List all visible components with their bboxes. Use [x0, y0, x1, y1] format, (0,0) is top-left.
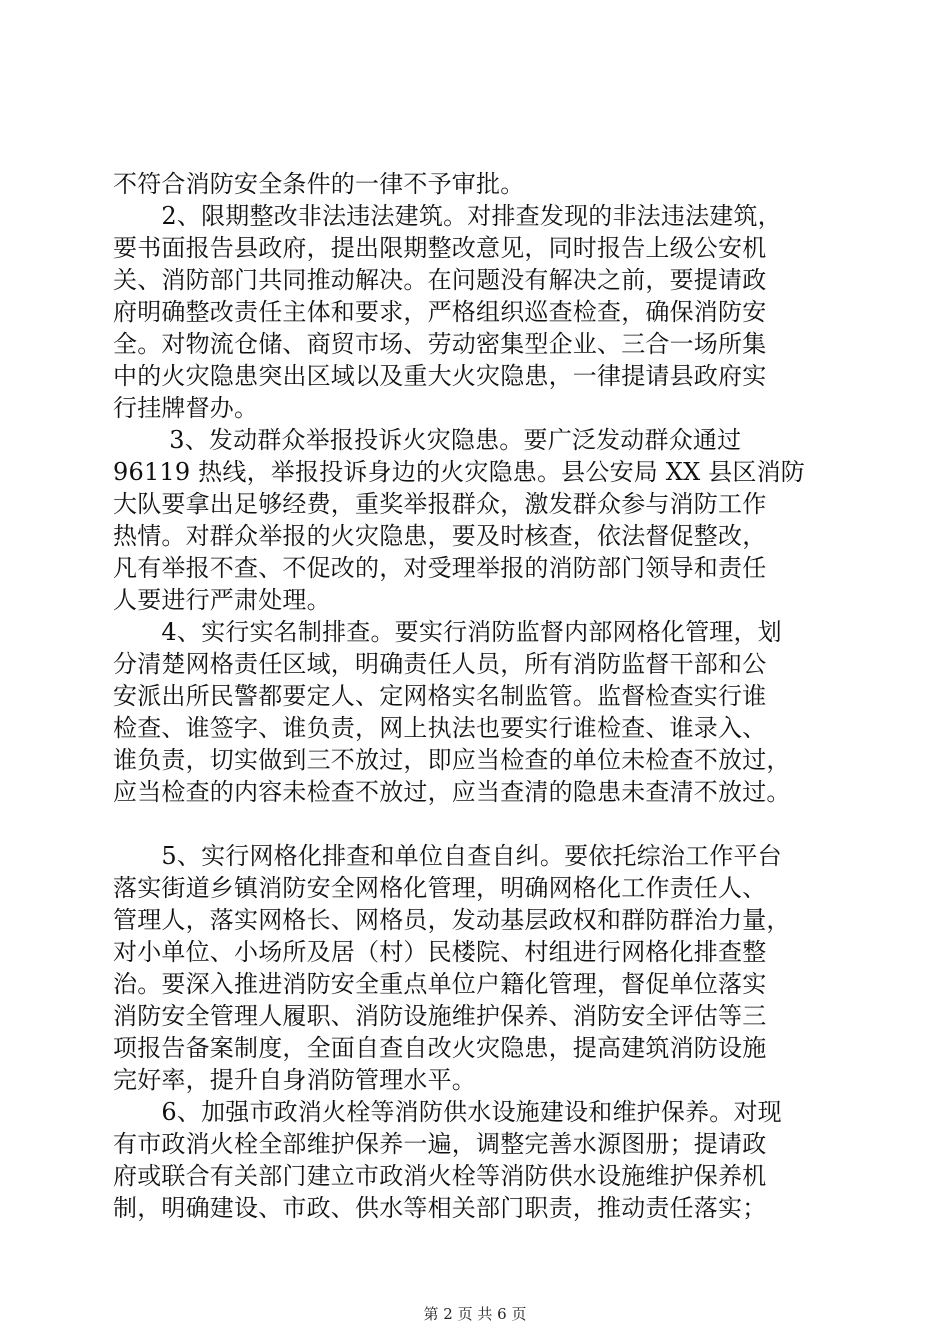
text-line: 不符合消防安全条件的一律不予审批。 — [113, 170, 525, 198]
text-line: 对小单位、小场所及居（村）民楼院、村组进行网格化排查整 — [113, 938, 767, 966]
text-line: 5、实行网格化排查和单位自查自纠。要依托综治工作平台 — [113, 842, 782, 870]
text-line: 热情。对群众举报的火灾隐患，要及时核查，依法督促整改， — [113, 522, 767, 550]
text-line: 谁负责，切实做到三不放过，即应当检查的单位未检查不放过， — [113, 746, 791, 774]
text-line: 府明确整改责任主体和要求，严格组织巡查检查，确保消防安 — [113, 298, 767, 326]
text-line: 有市政消火栓全部维护保养一遍，调整完善水源图册；提请政 — [113, 1130, 767, 1158]
text-line: 项报告备案制度，全面自查自改火灾隐患，提高建筑消防设施 — [113, 1034, 767, 1062]
text-line: 中的火灾隐患突出区域以及重大火灾隐患，一律提请县政府实 — [113, 362, 767, 390]
text-line: 要书面报告县政府，提出限期整改意见，同时报告上级公安机 — [113, 234, 767, 262]
text-line: 治。要深入推进消防安全重点单位户籍化管理，督促单位落实 — [113, 970, 767, 998]
text-line: 6、加强市政消火栓等消防供水设施建设和维护保养。对现 — [113, 1098, 782, 1126]
text-line: 检查、谁签字、谁负责，网上执法也要实行谁检查、谁录入、 — [113, 714, 767, 742]
page-footer — [0, 1303, 950, 1324]
text-line: 分清楚网格责任区域，明确责任人员，所有消防监督干部和公 — [113, 650, 767, 678]
text-line: 大队要拿出足够经费，重奖举报群众，激发群众参与消防工作 — [113, 490, 767, 518]
page-number-label: 第 2 页 共 6 页 — [423, 1305, 527, 1323]
text-line: 3、发动群众举报投诉火灾隐患。要广泛发动群众通过 — [113, 426, 742, 454]
text-line: 安派出所民警都要定人、定网格实名制监管。监督检查实行谁 — [113, 682, 767, 710]
text-line: 行挂牌督办。 — [113, 394, 259, 422]
text-line: 凡有举报不查、不促改的，对受理举报的消防部门领导和责任 — [113, 554, 767, 582]
text-line: 完好率，提升自身消防管理水平。 — [113, 1066, 476, 1094]
text-line: 2、限期整改非法违法建筑。对排查发现的非法违法建筑， — [113, 202, 782, 230]
text-line: 府或联合有关部门建立市政消火栓等消防供水设施维护保养机 — [113, 1162, 767, 1190]
text-line: 4、实行实名制排查。要实行消防监督内部网格化管理，划 — [113, 618, 782, 646]
text-line: 人要进行严肃处理。 — [113, 586, 331, 614]
text-line: 管理人，落实网格长、网格员，发动基层政权和群防群治力量， — [113, 906, 791, 934]
text-line: 制，明确建设、市政、供水等相关部门职责，推动责任落实； — [113, 1194, 767, 1222]
blank-line — [113, 808, 848, 840]
document-body — [113, 168, 848, 1224]
text-line: 关、消防部门共同推动解决。在问题没有解决之前，要提请政 — [113, 266, 767, 294]
text-line: 落实街道乡镇消防安全网格化管理，明确网格化工作责任人、 — [113, 874, 767, 902]
text-line: 消防安全管理人履职、消防设施维护保养、消防安全评估等三 — [113, 1002, 767, 1030]
text-line: 96119 热线，举报投诉身边的火灾隐患。县公安局 XX 县区消防 — [113, 458, 806, 486]
text-line: 应当检查的内容未检查不放过，应当查清的隐患未查清不放过。 — [113, 778, 791, 806]
text-line: 全。对物流仓储、商贸市场、劳动密集型企业、三合一场所集 — [113, 330, 767, 358]
